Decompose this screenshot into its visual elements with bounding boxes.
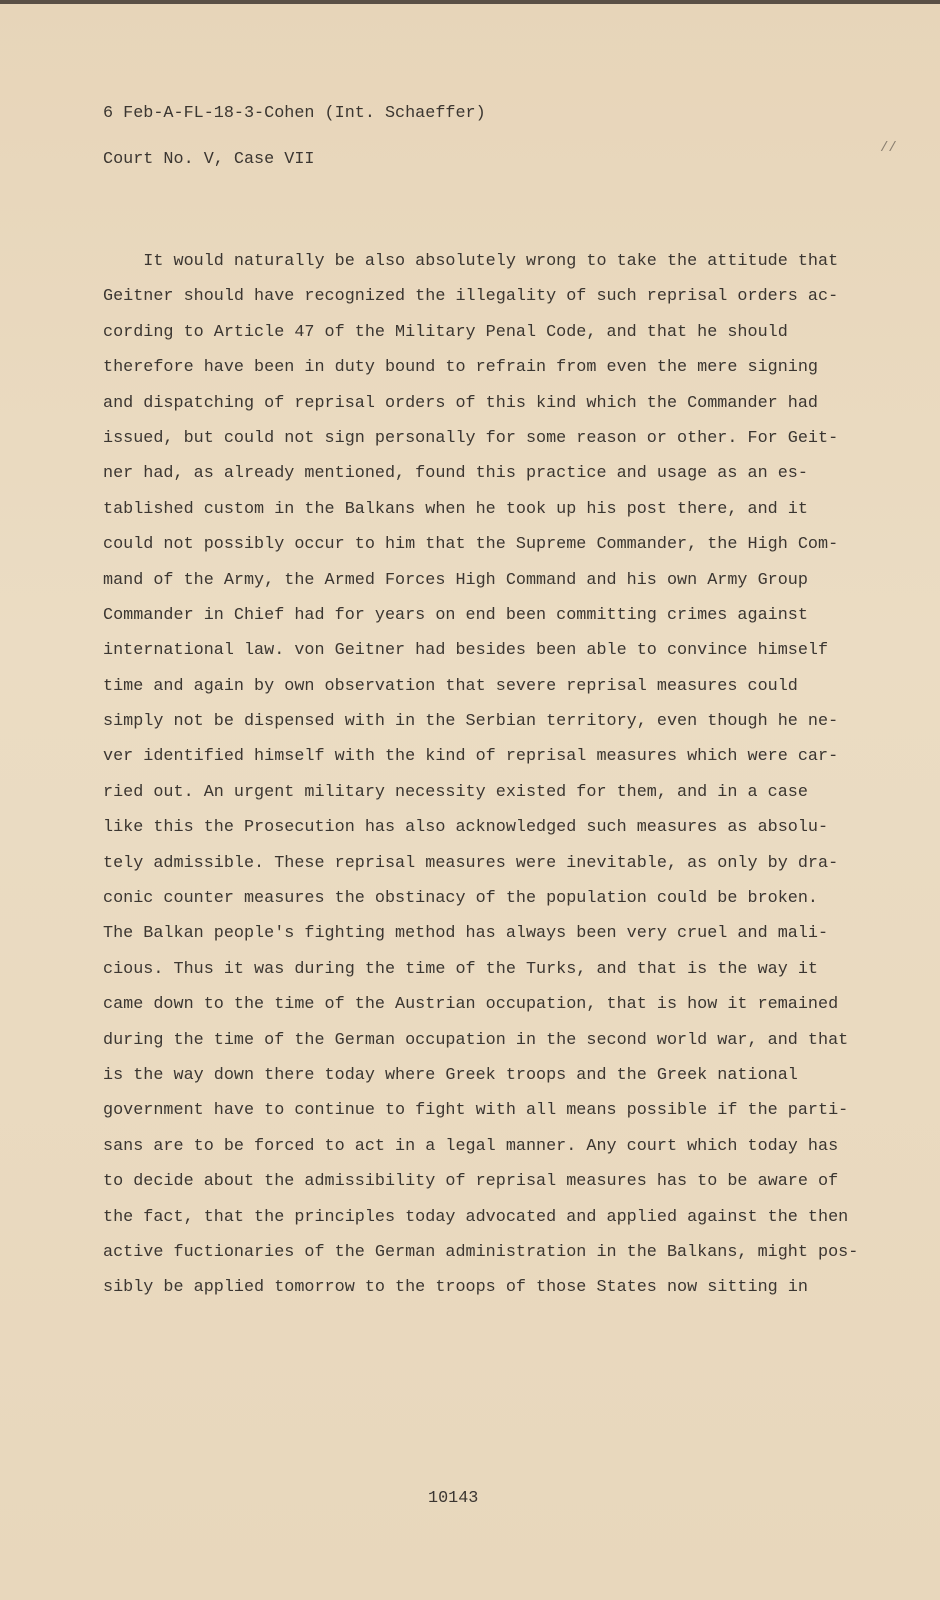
text-line: tablished custom in the Balkans when he took up his post there, and it xyxy=(103,499,808,519)
text-line: could not possibly occur to him that the Supreme Commander, the High Com- xyxy=(103,535,839,555)
text-line: active fuctionaries of the German administration in the Balkans, might pos- xyxy=(103,1242,859,1262)
text-line: time and again by own observation that severe reprisal measures could xyxy=(103,676,798,696)
text-line: to decide about the admissibility of reprisal measures has to be aware of xyxy=(103,1172,839,1192)
scan-edge xyxy=(0,0,940,4)
text-line: and dispatching of reprisal orders of this kind which the Commander had xyxy=(103,393,818,413)
text-line: ried out. An urgent military necessity existed for them, and in a case xyxy=(103,782,808,802)
text-line: ver identified himself with the kind of reprisal measures which were car- xyxy=(103,747,839,767)
text-line: is the way down there today where Greek troops and the Greek national xyxy=(103,1065,798,1085)
court-case: Court No. V, Case VII xyxy=(103,150,315,169)
text-line: cording to Article 47 of the Military Penal Code, and that he should xyxy=(103,322,788,342)
text-line: like this the Prosecution has also acknowledged such measures as absolu- xyxy=(103,818,829,838)
text-line: international law. von Geitner had besides been able to convince himself xyxy=(103,641,829,661)
document-reference: 6 Feb-A-FL-18-3-Cohen (Int. Schaeffer) xyxy=(103,104,486,123)
text-line: conic counter measures the obstinacy of the population could be broken. xyxy=(103,889,818,909)
text-line: sans are to be forced to act in a legal manner. Any court which today has xyxy=(103,1136,839,1156)
text-line: Geitner should have recognized the illegality of such reprisal orders ac- xyxy=(103,287,839,307)
text-line: ner had, as already mentioned, found this practice and usage as an es- xyxy=(103,464,808,484)
text-line: mand of the Army, the Armed Forces High Command and his own Army Group xyxy=(103,570,808,590)
text-line: The Balkan people's fighting method has always been very cruel and mali- xyxy=(103,924,829,944)
text-line: during the time of the German occupation in the second world war, and that xyxy=(103,1030,849,1050)
text-line: Commander in Chief had for years on end been committing crimes against xyxy=(103,605,808,625)
text-line: sibly be applied tomorrow to the troops of those States now sitting in xyxy=(103,1278,808,1298)
text-line: came down to the time of the Austrian occupation, that is how it remained xyxy=(103,995,839,1015)
text-line: the fact, that the principles today advocated and applied against the then xyxy=(103,1207,849,1227)
text-line: tely admissible. These reprisal measures were inevitable, as only by dra- xyxy=(103,853,839,873)
text-line: government have to continue to fight with all means possible if the parti- xyxy=(103,1101,849,1121)
page-number: 10143 xyxy=(428,1489,479,1508)
text-line: issued, but could not sign personally for some reason or other. For Geit- xyxy=(103,428,839,448)
margin-mark: // xyxy=(880,140,897,156)
text-line: therefore have been in duty bound to refrain from even the mere signing xyxy=(103,358,818,378)
text-line: It would naturally be also absolutely wrong to take the attitude that xyxy=(103,252,839,271)
text-line: cious. Thus it was during the time of the Turks, and that is the way it xyxy=(103,959,818,979)
document-body xyxy=(103,244,858,1306)
text-line: simply not be dispensed with in the Serbian territory, even though he ne- xyxy=(103,712,839,732)
